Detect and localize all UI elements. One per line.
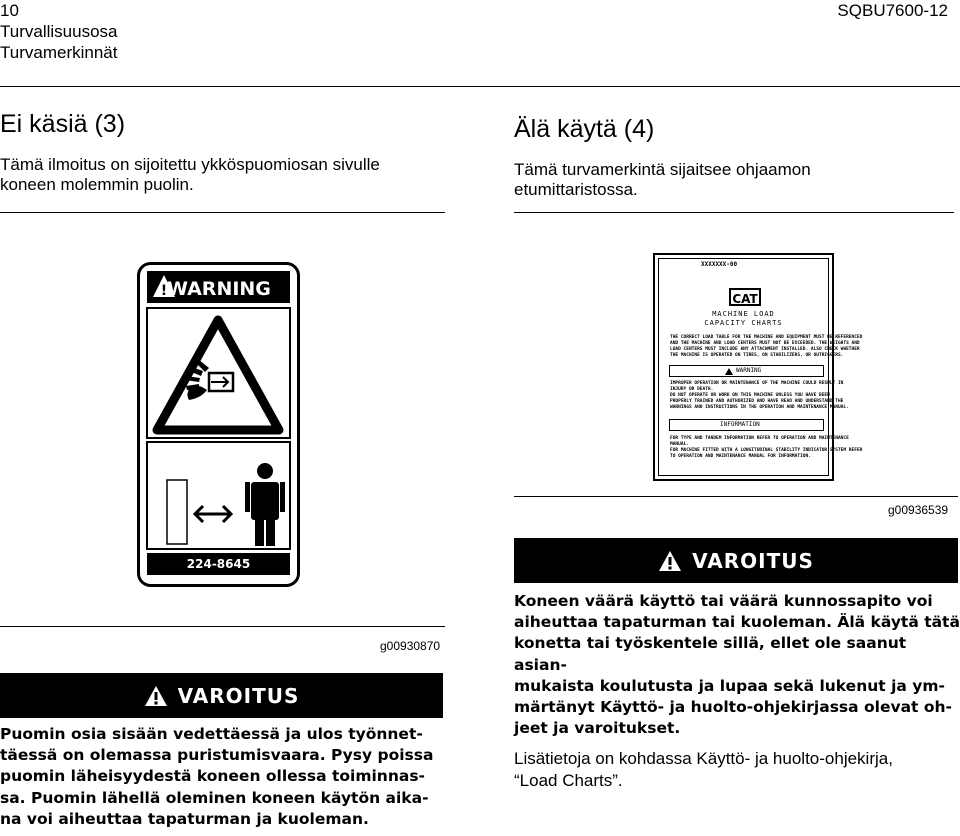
left-figure-id: g00930870 bbox=[380, 639, 441, 653]
right-intro-line: etumittaristossa. bbox=[514, 180, 638, 199]
decal-para-line: MANUAL. bbox=[670, 442, 689, 447]
left-warning-line: na voi aiheuttaa tapaturman ja kuoleman. bbox=[0, 809, 369, 828]
doc-code: SQBU7600-12 bbox=[837, 1, 948, 20]
brand-logo: CAT bbox=[729, 288, 761, 306]
left-figure-divider bbox=[0, 626, 445, 627]
warning-triangle-icon bbox=[144, 685, 168, 707]
section-title: Turvallisuusosa bbox=[0, 22, 118, 41]
left-intro-line: Tämä ilmoitus on sijoitettu ykköspuomiosan sivulle bbox=[0, 155, 380, 174]
left-intro-line: koneen molemmin puolin. bbox=[0, 175, 194, 194]
right-divider bbox=[514, 212, 954, 213]
decal-para-line: FOR TYPE AND TANDEM INFORMATION REFER TO OPERATION AND MAINTENANCE bbox=[670, 436, 849, 441]
decal-para-line: IMPROPER OPERATION OR MAINTENANCE OF THE MACHINE COULD RESULT IN bbox=[670, 381, 844, 386]
decal-para-line: THE CORRECT LOAD TABLE FOR THE MACHINE AND EQUIPMENT MUST BE REFERENCED bbox=[670, 335, 863, 340]
left-warning-line: sa. Puomin lähellä oleminen koneen käytön aika- bbox=[0, 788, 429, 807]
right-warning-line: mukaista koulutusta ja lupaa sekä lukenut ja ym- bbox=[514, 676, 945, 695]
decal-part-number: 224-8645 bbox=[186, 557, 251, 571]
right-figure-divider bbox=[514, 496, 958, 497]
decal-banner-text: WARNING bbox=[167, 278, 271, 300]
load-chart-decal bbox=[653, 253, 863, 481]
decal-code: XXXXXXX-00 bbox=[701, 261, 738, 268]
left-divider bbox=[0, 212, 445, 213]
right-warning-line: jeet ja varoitukset. bbox=[514, 719, 681, 738]
decal-para-line: FOR MACHINE FITTED WITH A LONGITUDINAL STABILITY INDICATOR SYSTEM REFER bbox=[670, 448, 863, 453]
left-warning-line: puomin läheisyydestä koneen ollessa toiminnas- bbox=[0, 767, 425, 786]
left-warning-bar bbox=[0, 673, 443, 718]
small-warning-icon bbox=[725, 368, 733, 375]
right-info-line: “Load Charts”. bbox=[514, 771, 623, 790]
decal-para-line: THE MACHINE IS OPERATED ON TIRES, ON STABILIZERS, OR OUTRIGGERS. bbox=[670, 353, 844, 358]
right-figure-id: g00936539 bbox=[888, 503, 949, 517]
decal-para-line: LOAD CENTERS MUST INCLUDE ANY ATTACHMENT INSTALLED. ALSO CHECK WHETHER bbox=[670, 347, 860, 352]
left-warning-line: Puomin osia sisään vedettäessä ja ulos työnnet- bbox=[0, 725, 423, 743]
subsection-title: Turvamerkinnät bbox=[0, 43, 118, 62]
decal-heading-2: CAPACITY CHARTS bbox=[704, 319, 783, 327]
left-warning-line: täessä on olemassa puristumisvaara. Pysy poissa bbox=[0, 746, 434, 765]
right-section-title: Älä käytä (4) bbox=[514, 115, 655, 143]
right-warning-bar bbox=[514, 538, 958, 583]
decal-para-line: INJURY OR DEATH. bbox=[670, 387, 714, 392]
left-warning-label: VAROITUS bbox=[177, 683, 300, 708]
decal-para-line: WARNINGS AND INSTRUCTIONS IN THE OPERATION AND MAINTENANCE MANUAL. bbox=[670, 405, 849, 410]
right-info-text bbox=[514, 748, 960, 792]
decal-para-line: AND THE MACHINE AND LOAD CENTERS MUST NOT BE EXCEEDED. THE WEIGHTS AND bbox=[670, 341, 860, 346]
decal-para-line: TO OPERATION AND MAINTENANCE MANUAL FOR INFORMATION. bbox=[670, 454, 811, 459]
right-info-line: Lisätietoja on kohdassa Käyttö- ja huolto-ohjekirja, bbox=[514, 749, 893, 768]
decal-info-label: INFORMATION bbox=[720, 421, 760, 428]
decal-para-line: PROPERLY TRAINED AND AUTHORIZED AND HAVE READ AND UNDERSTAND THE bbox=[670, 399, 844, 404]
svg-text:!: ! bbox=[160, 283, 168, 299]
warning-decal bbox=[137, 262, 300, 587]
decal-para-line: DO NOT OPERATE OR WORK ON THIS MACHINE UNLESS YOU HAVE BEEN bbox=[670, 393, 830, 398]
page-header-left bbox=[0, 0, 117, 63]
right-warning-line: märtänyt Käyttö- ja huolto-ohjekirjassa olevat oh- bbox=[514, 698, 952, 717]
decal-para-1 bbox=[670, 335, 863, 359]
decal-heading-1: MACHINE LOAD bbox=[712, 310, 775, 318]
warning-triangle-icon bbox=[658, 550, 682, 572]
right-warning-line: Koneen väärä käyttö tai väärä kunnossapito voi bbox=[514, 592, 933, 610]
decal-warning-label: WARNING bbox=[736, 367, 762, 374]
right-intro bbox=[514, 160, 954, 200]
right-warning-line: konetta tai työskentele sillä, ellet ole saanut asian- bbox=[514, 634, 907, 674]
right-warning-label: VAROITUS bbox=[692, 548, 814, 573]
right-warning-text bbox=[514, 591, 960, 739]
header-divider bbox=[0, 86, 960, 87]
left-warning-text bbox=[0, 724, 450, 830]
right-warning-line: aiheuttaa tapaturman tai kuoleman. Älä käytä tätä bbox=[514, 613, 960, 632]
decal-info-box bbox=[669, 419, 824, 431]
decal-para-2 bbox=[670, 381, 849, 411]
right-intro-line: Tämä turvamerkintä sijaitsee ohjaamon bbox=[514, 160, 811, 179]
left-intro bbox=[0, 155, 445, 195]
left-section-title: Ei käsiä (3) bbox=[0, 110, 126, 138]
decal-para-3 bbox=[670, 436, 863, 460]
page-number: 10 bbox=[0, 1, 19, 20]
decal-warning-box bbox=[669, 365, 824, 377]
